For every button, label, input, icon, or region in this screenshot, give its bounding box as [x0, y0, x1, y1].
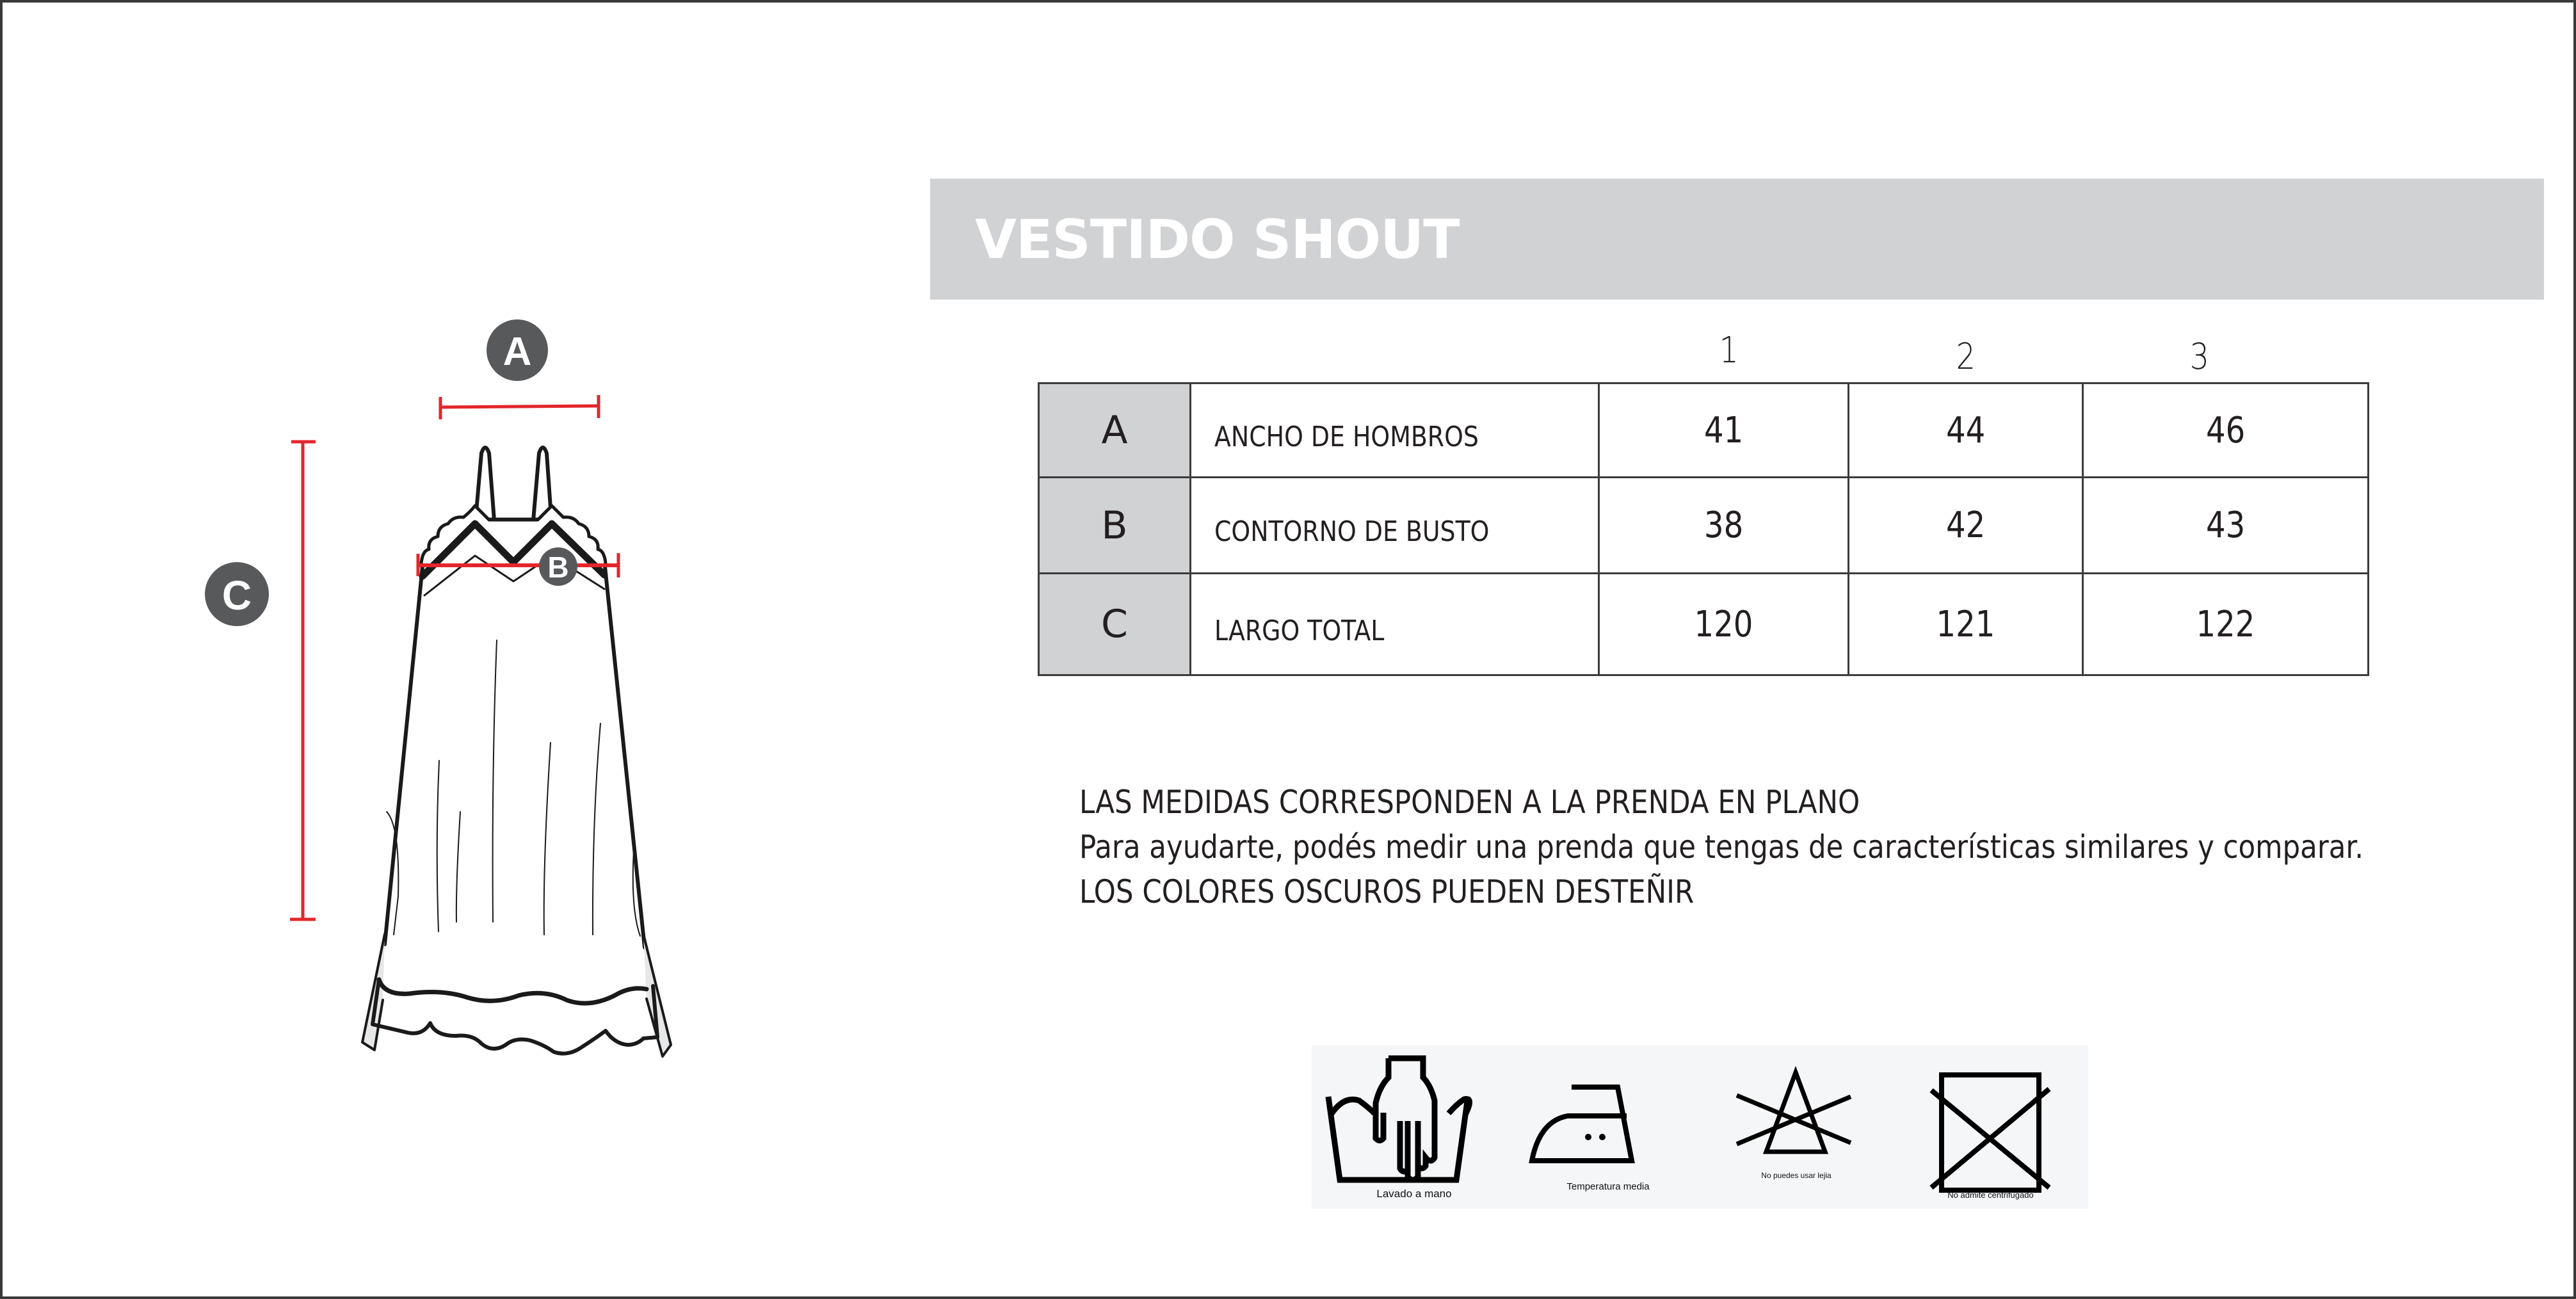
- svg-text:B: B: [547, 551, 569, 584]
- row-key: C: [1039, 574, 1191, 675]
- cell-value: 122: [2083, 574, 2369, 675]
- cell-value: 41: [1599, 383, 1849, 478]
- cell-value: 43: [2083, 478, 2369, 574]
- badge-c: [205, 562, 269, 626]
- badge-b: [539, 547, 577, 586]
- care-item-no-bleach: [1700, 1045, 1893, 1209]
- svg-text:A: A: [503, 330, 532, 374]
- table-row: [1039, 478, 2369, 574]
- row-key: A: [1039, 383, 1191, 478]
- note-line: Para ayudarte, podés medir una prenda que tengas de características similares y comparar.: [1079, 828, 2364, 866]
- care-item-hand-wash: [1312, 1045, 1517, 1209]
- size-table: [1038, 382, 2369, 676]
- cell-value: 42: [1849, 478, 2083, 574]
- measure-line-c: [290, 442, 316, 919]
- measure-line-a: [440, 395, 599, 419]
- care-caption: No puedes usar lejia: [1761, 1171, 1831, 1180]
- table-row: [1039, 383, 2369, 478]
- row-key: B: [1039, 478, 1191, 574]
- care-caption: Temperatura media: [1566, 1181, 1650, 1192]
- cell-value: 120: [1599, 574, 1849, 675]
- measurement-notes: [1079, 780, 2363, 914]
- dress-measurement-diagram: [0, 0, 768, 1152]
- svg-text:C: C: [221, 572, 252, 618]
- care-item-iron: [1517, 1045, 1700, 1209]
- cell-value: 46: [2083, 383, 2369, 478]
- note-line: LAS MEDIDAS CORRESPONDEN A LA PRENDA EN PLANO: [1079, 784, 1860, 821]
- product-title: VESTIDO SHOUT: [975, 208, 1460, 271]
- care-caption: No admite centrifugado: [1947, 1190, 2034, 1200]
- note-line: LOS COLORES OSCUROS PUEDEN DESTEÑIR: [1079, 873, 1695, 910]
- badge-a: [487, 319, 548, 381]
- size-header-1: 1: [1719, 330, 1739, 371]
- cell-value: 121: [1849, 574, 2083, 675]
- hand-wash-icon: [1312, 1045, 1517, 1209]
- cell-value: 44: [1849, 383, 2083, 478]
- care-instructions: [1312, 1045, 2088, 1209]
- size-header-3: 3: [2189, 336, 2209, 378]
- title-bar: [930, 179, 2544, 300]
- care-caption: Lavado a mano: [1376, 1188, 1452, 1200]
- care-item-no-spin: [1893, 1045, 2088, 1209]
- cell-value: 38: [1599, 478, 1849, 574]
- table-row: [1039, 574, 2369, 675]
- row-label: LARGO TOTAL: [1191, 574, 1599, 675]
- row-label: CONTORNO DE BUSTO: [1191, 478, 1599, 574]
- row-label: ANCHO DE HOMBROS: [1191, 383, 1599, 478]
- no-tumble-spin-icon: [1893, 1045, 2088, 1209]
- dress-outline-icon: [362, 448, 671, 1056]
- no-bleach-icon: [1700, 1045, 1893, 1209]
- size-header-2: 2: [1956, 336, 1976, 378]
